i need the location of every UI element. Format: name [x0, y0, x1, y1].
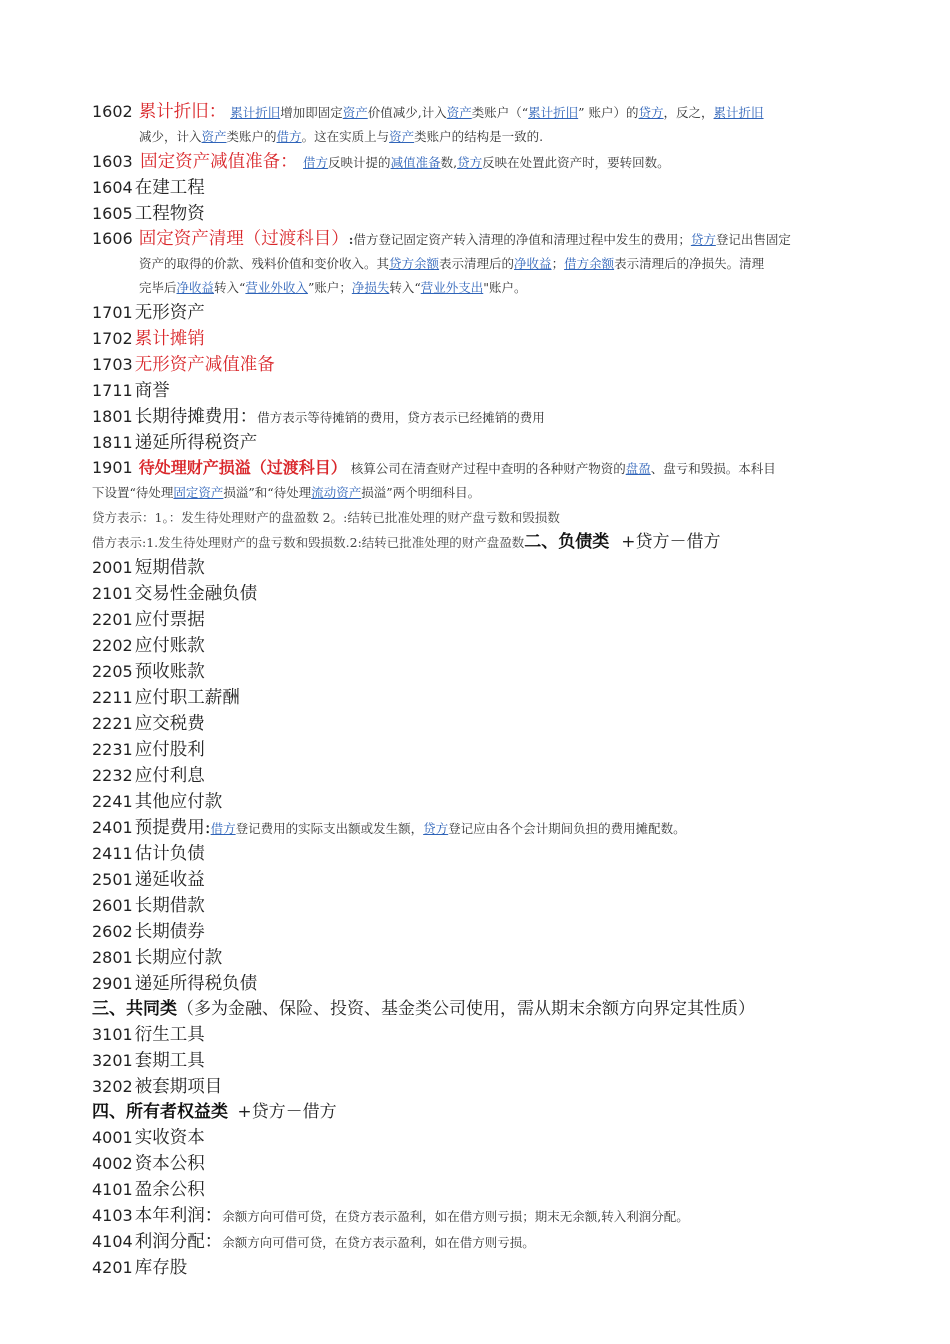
account-code: 2901	[92, 974, 133, 993]
entry-1801	[92, 404, 862, 430]
text: 、盘亏和毁损。本科目	[650, 461, 776, 476]
account-title: 长期债券	[134, 922, 205, 942]
account-title: 其他应付款	[134, 792, 223, 812]
account-code: 4002	[92, 1154, 133, 1173]
account-title: 长期待摊费用：	[134, 407, 258, 427]
account-code: 2001	[92, 558, 133, 577]
link[interactable]: 固定资产	[173, 485, 224, 500]
entry-1811	[92, 430, 862, 456]
account-title: 递延所得税负债	[134, 974, 258, 994]
link[interactable]: 累计折旧	[230, 105, 281, 120]
text: 类账户的结构是一致的.	[414, 129, 544, 144]
account-title: 交易性金融负债	[134, 584, 258, 604]
account-title: 应付票据	[134, 610, 205, 630]
account-entry	[92, 711, 862, 737]
account-entry	[92, 841, 862, 867]
account-code: 1602	[92, 102, 133, 121]
entry-4201	[92, 1255, 862, 1281]
section-heading: 三、共同类	[92, 999, 177, 1019]
entry-1603	[92, 149, 862, 175]
account-title: 长期借款	[134, 896, 205, 916]
account-code: 1701	[92, 303, 133, 322]
account-code: 1811	[92, 433, 133, 452]
account-code: 3101	[92, 1025, 133, 1044]
text: 损溢”和“待处理	[223, 485, 312, 500]
liability-list-2	[92, 841, 862, 997]
account-code: 2401	[92, 818, 133, 837]
text: ，反之，	[663, 105, 714, 120]
account-desc: 余额方向可借可贷，在贷方表示盈利，如在借方则亏损；期末无余额,转入利润分配。	[222, 1209, 689, 1224]
entry-1605	[92, 201, 862, 227]
link[interactable]: 贷方	[638, 105, 664, 120]
account-title: 盈余公积	[134, 1180, 205, 1200]
text: 减少，计入	[139, 129, 202, 144]
account-desc: 余额方向可借可贷，在贷方表示盈利，如在借方则亏损。	[222, 1235, 535, 1250]
link[interactable]: 资产	[446, 105, 472, 120]
text: 登记应由各个会计期间负担的费用摊配数。	[448, 821, 686, 836]
account-title: 递延收益	[134, 870, 205, 890]
section-note: （多为金融、保险、投资、基金类公司使用，需从期末余额方向界定其性质）	[177, 999, 755, 1019]
account-title: 无形资产	[134, 303, 205, 323]
account-title: 应付股利	[134, 740, 205, 760]
link[interactable]: 贷方	[457, 155, 483, 170]
account-entry	[92, 581, 862, 607]
account-entry	[92, 1125, 862, 1151]
account-title: 套期工具	[134, 1051, 205, 1071]
account-title: 应付利息	[134, 766, 205, 786]
account-entry	[92, 971, 862, 997]
link[interactable]: 累计折旧	[713, 105, 764, 120]
account-entry	[92, 867, 862, 893]
text: 转入“	[389, 280, 421, 295]
account-title: 应付账款	[134, 636, 205, 656]
account-code: 2501	[92, 870, 133, 889]
link[interactable]: 借方	[210, 821, 236, 836]
account-title: 递延所得税资产	[134, 433, 258, 453]
account-entry	[92, 1151, 862, 1177]
text: 类账户（“	[471, 105, 529, 120]
text: 表示清理后的净损失。清理	[614, 256, 765, 271]
link[interactable]: 借方	[303, 155, 329, 170]
account-code: 1604	[92, 178, 133, 197]
account-code: 2201	[92, 610, 133, 629]
account-entry	[92, 893, 862, 919]
account-title: 无形资产减值准备	[134, 355, 275, 375]
account-title: 本年利润：	[134, 1206, 223, 1226]
entry-1602	[92, 100, 862, 149]
text: 资产的取得的价款、残料价值和变价收入。其	[139, 256, 390, 271]
account-entry	[92, 1074, 862, 1100]
entry-1604	[92, 175, 862, 201]
link[interactable]: 盘盈	[625, 461, 651, 476]
entry-4104	[92, 1229, 862, 1255]
account-code: 1606	[92, 229, 133, 248]
account-code: 2221	[92, 714, 133, 733]
entry-1703	[92, 352, 862, 378]
account-title: 商誉	[134, 381, 170, 401]
account-title: 库存股	[134, 1258, 188, 1278]
text: 下设置“待处理	[92, 485, 174, 500]
entry-1702	[92, 326, 862, 352]
link[interactable]: 资产	[389, 129, 415, 144]
link[interactable]: 减值准备	[390, 155, 441, 170]
section-heading: 二、负债类	[524, 532, 610, 552]
debit-note-line	[92, 530, 862, 555]
account-code: 4201	[92, 1258, 133, 1277]
account-code: 3201	[92, 1051, 133, 1070]
account-entry	[92, 1177, 862, 1203]
text: 完毕后	[139, 280, 177, 295]
account-entry	[92, 607, 862, 633]
link[interactable]: 累计折旧	[528, 105, 579, 120]
credit-note: 贷方表示：1。：发生待处理财产的盘盈数 2。:结转已批准处理的财产盘亏数和毁损数	[92, 510, 560, 525]
account-code: 2231	[92, 740, 133, 759]
account-code: 1703	[92, 355, 133, 374]
account-title: 累计折旧：	[138, 102, 227, 122]
account-title: 利润分配：	[134, 1232, 223, 1252]
account-code: 2602	[92, 922, 133, 941]
account-code: 1702	[92, 329, 133, 348]
link[interactable]: 资产	[201, 129, 227, 144]
account-title: 预收账款	[134, 662, 205, 682]
link[interactable]: 营业外收入	[245, 280, 308, 295]
account-entry	[92, 633, 862, 659]
account-code: 2232	[92, 766, 133, 785]
section-3-heading-line	[92, 997, 862, 1022]
text: ” 账户）的	[578, 105, 639, 120]
account-title: 待处理财产损溢（过渡科目）	[138, 458, 347, 477]
account-code: 1801	[92, 407, 133, 426]
account-code: 4101	[92, 1180, 133, 1199]
account-title: 估计负债	[134, 844, 205, 864]
equity-list	[92, 1125, 862, 1203]
account-code: 2241	[92, 792, 133, 811]
link[interactable]: 借方	[276, 129, 302, 144]
account-code: 3202	[92, 1077, 133, 1096]
link[interactable]: 流动资产	[311, 485, 362, 500]
account-title: 固定资产减值准备：	[140, 152, 298, 172]
link[interactable]: 营业外支出	[420, 280, 484, 295]
section-sign: +贷方－借方	[621, 532, 721, 552]
account-title: 长期应付款	[134, 948, 223, 968]
account-title: 固定资产清理（过渡科目）	[138, 229, 349, 249]
account-title: 预提费用:	[134, 818, 211, 838]
account-code: 4104	[92, 1232, 133, 1251]
account-code: 1711	[92, 381, 133, 400]
entry-1901	[92, 456, 862, 505]
text: 表示清理后的	[439, 256, 515, 271]
entry-1711	[92, 378, 862, 404]
account-code: 2801	[92, 948, 133, 967]
account-entry	[92, 763, 862, 789]
account-entry	[92, 555, 862, 581]
text: 反映计提的	[328, 155, 391, 170]
link[interactable]: 净损失	[351, 280, 390, 295]
link[interactable]: 净收益	[514, 256, 552, 271]
liability-list	[92, 555, 862, 815]
account-entry	[92, 737, 862, 763]
debit-note: 借方表示:1.发生待处理财产的盘亏数和毁损数.2:结转已批准处理的财产盘盈数	[92, 535, 525, 550]
account-code: 2202	[92, 636, 133, 655]
link[interactable]: 资产	[342, 105, 368, 120]
account-code: 1901	[92, 458, 133, 477]
entry-2401	[92, 815, 862, 841]
account-code: 2101	[92, 584, 133, 603]
text: 增加即固定	[280, 105, 343, 120]
account-code: 1603	[92, 152, 133, 171]
common-list	[92, 1022, 862, 1100]
text: 。这在实质上与	[301, 129, 390, 144]
account-title: 应付职工薪酬	[134, 688, 240, 708]
link[interactable]: 贷方	[423, 821, 449, 836]
account-code: 2601	[92, 896, 133, 915]
account-title: 资本公积	[134, 1154, 205, 1174]
account-code: 4103	[92, 1206, 133, 1225]
account-title: 在建工程	[134, 178, 205, 198]
account-desc	[211, 821, 686, 836]
text: 转入“	[214, 280, 246, 295]
link[interactable]: 借方余额	[564, 256, 615, 271]
account-entry	[92, 1022, 862, 1048]
account-entry	[92, 659, 862, 685]
section-heading: 四、所有者权益类	[92, 1102, 228, 1122]
text: "账户。	[483, 280, 527, 295]
account-code: 2211	[92, 688, 133, 707]
account-desc	[303, 155, 670, 170]
account-title: 工程物资	[134, 204, 205, 224]
text: 反映在处置此资产时，要转回数。	[482, 155, 670, 170]
account-title: 短期借款	[134, 558, 205, 578]
entry-1606	[92, 227, 862, 300]
account-title: 累计摊销	[134, 329, 205, 349]
link[interactable]: 贷方余额	[389, 256, 440, 271]
account-desc: 借方表示等待摊销的费用，贷方表示已经摊销的费用	[257, 410, 545, 425]
text: 核算公司在清查财产过程中查明的各种财产物资的	[350, 461, 626, 476]
text: :	[348, 232, 354, 247]
text: 借方登记固定资产转入清理的净值和清理过程中发生的费用；	[353, 232, 691, 247]
text: 价值减少,计入	[367, 105, 447, 120]
text: ”账户；	[307, 280, 352, 295]
text: 数,	[440, 155, 458, 170]
section-4-heading-line	[92, 1100, 862, 1125]
account-entry	[92, 1048, 862, 1074]
text: ；	[551, 256, 565, 271]
text: 登记出售固定	[715, 232, 791, 247]
account-code: 2205	[92, 662, 133, 681]
entry-4103	[92, 1203, 862, 1229]
account-title: 实收资本	[134, 1128, 205, 1148]
account-title: 被套期项目	[134, 1077, 223, 1097]
section-sign: +贷方－借方	[237, 1102, 337, 1122]
entry-1701	[92, 300, 862, 326]
account-entry	[92, 685, 862, 711]
account-entry	[92, 945, 862, 971]
account-title: 应交税费	[134, 714, 205, 734]
link[interactable]: 净收益	[176, 280, 215, 295]
text: 登记费用的实际支出额或发生额，	[235, 821, 424, 836]
account-list	[92, 100, 862, 1281]
account-entry	[92, 789, 862, 815]
text: 类账户的	[226, 129, 277, 144]
account-entry	[92, 919, 862, 945]
account-code: 4001	[92, 1128, 133, 1147]
account-code: 1605	[92, 204, 133, 223]
text: 损溢”两个明细科目。	[361, 485, 481, 500]
link[interactable]: 贷方	[690, 232, 716, 247]
account-title: 衍生工具	[134, 1025, 205, 1045]
account-code: 2411	[92, 844, 133, 863]
